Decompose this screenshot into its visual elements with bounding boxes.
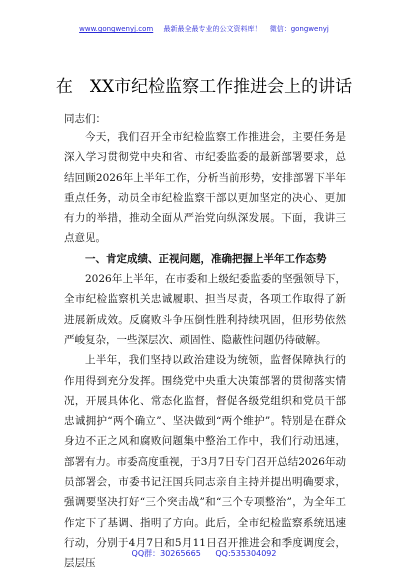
header-banner [0, 24, 408, 34]
document-title: 在 XX市纪检监察工作推进会上的讲话 [55, 77, 353, 97]
salutation: 同志们： [64, 113, 106, 125]
document-body [64, 127, 346, 574]
wechat-id: 微信：gongwenyj [269, 25, 329, 33]
body-paragraph: 上半年，我们坚持以政治建设为统领，监督保障执行的作用得到充分发挥。围绕党中央重大决策部署的贯彻落实情况，开展具体化、常态化监督，督促各级党组织和党员干部忠诚拥护“两个确立”、坚决做到“两个维护”。特别是在群众身边不正之风和腐败问题集中整治工作中，我们行动迅速，部署有力。市委高度重视，于3月7日专门召开总结2026年动员部署会，市委书记汪国兵同志亲自主持并提出明确要求，强调要坚决打好“三个突击战”和“三个专项整治”，为全年工作定下了基调、指明了方向。此后，全市纪检监察系统迅速行动，分别于4月7日和5月11日召开推进会和季度调度会，层层压 [64, 354, 346, 570]
section-heading-1: 一、肯定成绩、正视问题，准确把握上半年工作态势 [85, 252, 327, 265]
site-link[interactable]: www.gongwenyj.com [79, 25, 154, 33]
site-tagline: 最新最全最专业的公文资料库！ [163, 25, 262, 33]
intro-paragraph: 今天，我们召开全市纪检监察工作推进会，主要任务是深入学习贯彻党中央和省、市纪委监委的最新部署要求，总结回顾2026年上半年工作，分析当前形势，安排部署下半年重点任务，动员全市纪检监察干部以更加坚定的决心、更加有力的举措，推动全面从严治党向纵深发展。下面，我讲三点意见。 [64, 131, 346, 245]
footer-contact [0, 548, 408, 559]
qq-number: QQ:535304092 [215, 549, 277, 558]
qq-group: QQ群：30265665 [131, 549, 201, 558]
body-paragraph: 2026年上半年，在市委和上级纪委监委的坚强领导下，全市纪检监察机关忠诚履职、担当尽责，各项工作取得了新进展新成效。反腐败斗争压倒性胜利持续巩固，但形势依然严峻复杂，一些深层次、顽固性、隐蔽性问题仍待破解。 [64, 273, 346, 346]
